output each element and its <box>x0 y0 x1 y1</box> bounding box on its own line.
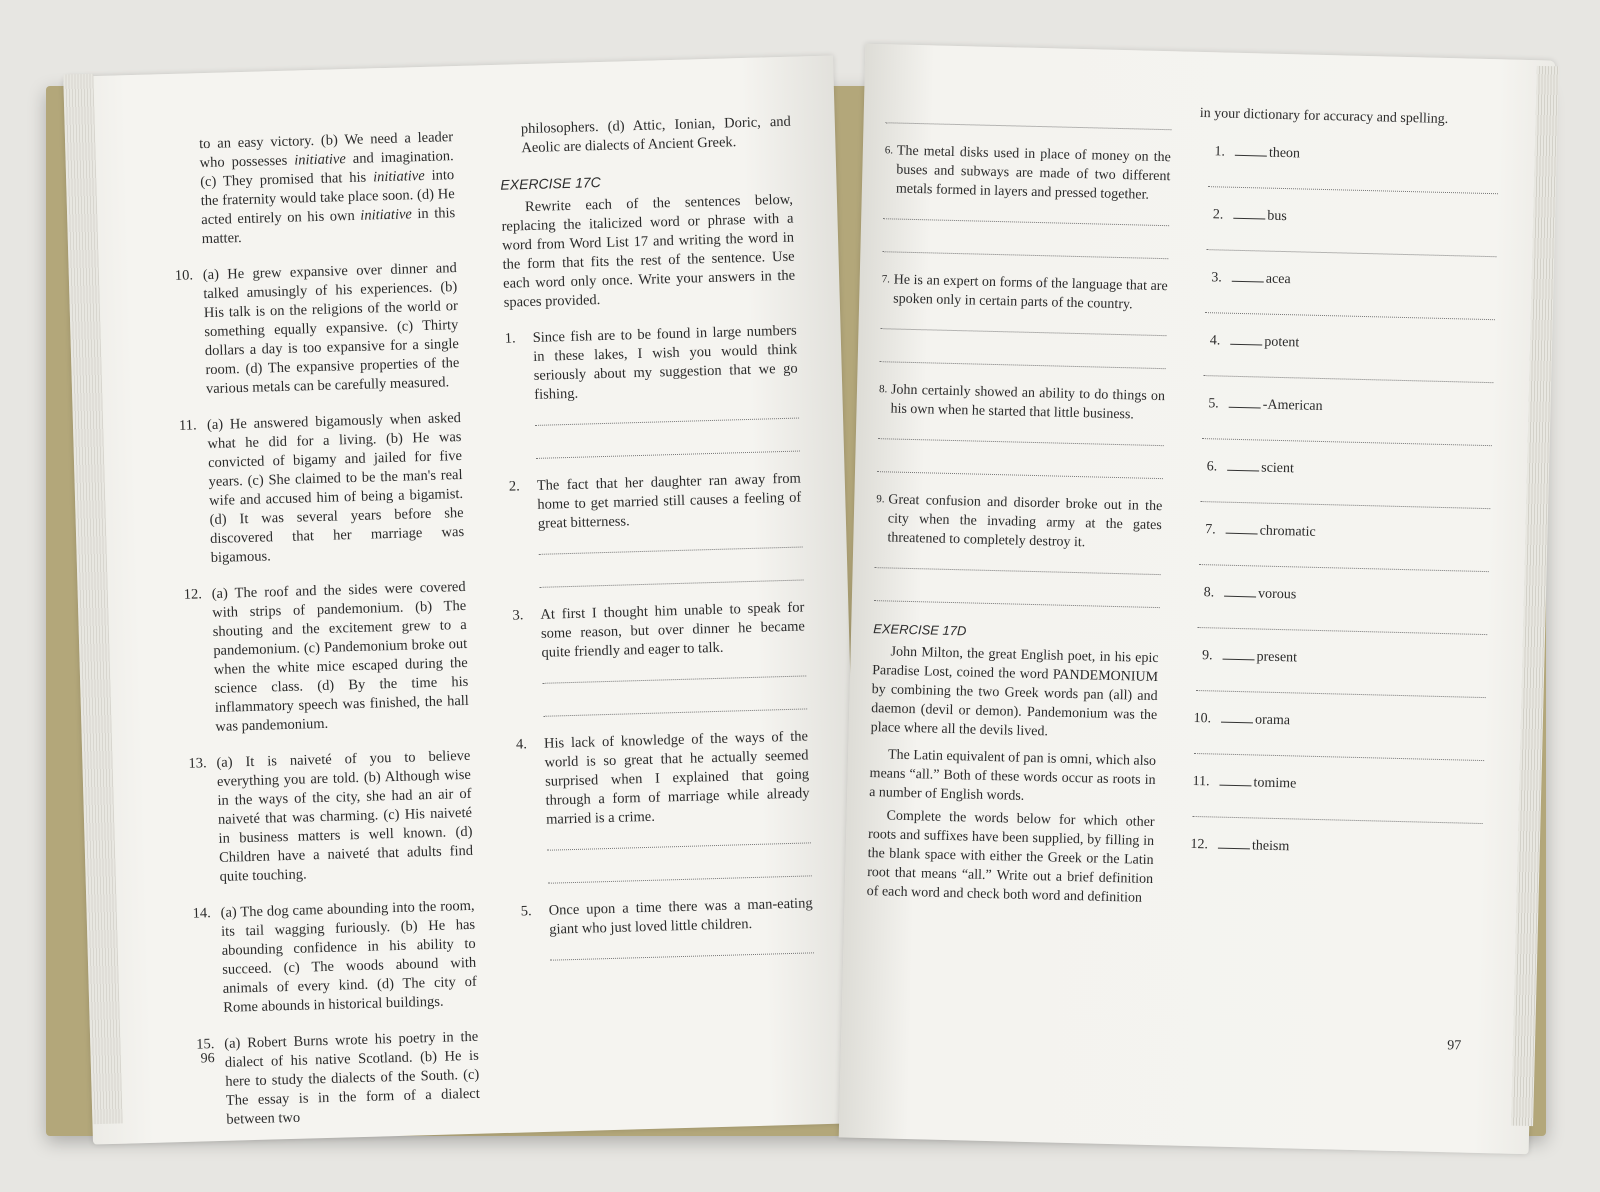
fill-blank[interactable] <box>1218 835 1250 850</box>
exercise-item-4: 4. His lack of knowledge of the ways of the world is so great that he actually seemed surprised when I explained that going through a form of marriage while already married is a crime. <box>515 728 810 828</box>
answer-line[interactable] <box>538 533 802 555</box>
word-item: 9. present <box>1185 645 1486 715</box>
item-11: 11. (a) He answered bigamously when asked what he did for a living. (b) He was convicted of bigamy and jailed for five years. (c) She claimed to be the man's real wife and accused him of being a bigamist. (d) It was several years before she discovered that her marriage was bigamous. <box>178 409 465 567</box>
fill-blank[interactable] <box>1221 709 1253 724</box>
exercise-17c-title: EXERCISE 17C <box>500 173 601 193</box>
continued-paragraph: philosophers. (d) Attic, Ionian, Doric, and Aeolic are dialects of Ancient Greek. <box>520 113 791 157</box>
answer-line[interactable] <box>535 404 799 426</box>
exercise-item-2: 2. The fact that her daughter ran away from home to get married still causes a feeling of great bitterness. <box>508 470 802 532</box>
word-item: 10. orama <box>1184 708 1485 778</box>
exercise-item-1: 1. Since fish are to be found in large numbers in these lakes, I wish you would think seriously about my suggestion that we go fishing. <box>504 322 798 403</box>
answer-line[interactable] <box>543 694 807 716</box>
answer-line[interactable] <box>539 565 803 587</box>
answer-line[interactable] <box>547 828 811 850</box>
fill-blank[interactable] <box>1230 331 1262 346</box>
word-item: 1. theon <box>1198 141 1499 211</box>
exercise-17d-para-2: The Latin equivalent of pan is omni, which also means “all.” Both of these words occur as roots in a number of English words. <box>868 747 1157 804</box>
fill-blank[interactable] <box>1226 520 1258 535</box>
word-item: 8. vorous <box>1187 582 1488 652</box>
answer-line[interactable] <box>877 457 1163 479</box>
answer-line[interactable] <box>883 204 1169 226</box>
item-10: 10. (a) He grew expansive over dinner and talked amusingly of his experiences. (b) His talk is on the religions of the world or something equally expansive. (c) Thirty dollars a day is too expansive for a single room. (d) The expansive properties of the various metals can be carefully measured. <box>174 260 460 398</box>
exercise-item-9: 9. Great confusion and disorder broke out in the city when the invading army at the gates threatened to completely destroy it. <box>876 492 1163 551</box>
answer-line[interactable] <box>878 424 1164 446</box>
exercise-item-7: 7. He is an expert on forms of the language that are spoken only in certain parts of the country. <box>881 272 1168 313</box>
exercise-17d-title: EXERCISE 17D <box>872 621 967 639</box>
left-page <box>63 55 863 1144</box>
fill-blank[interactable] <box>1224 583 1256 598</box>
continued-paragraph: to an easy victory. (b) We need a leader who possesses initiative and imagination. (c) They promised that his initiative into the fraternity would take place soon. (d) He acted entirely on his own initiative in this matter. <box>198 129 456 248</box>
exercise-item-3: 3. At first I thought him unable to speak for some reason, but over dinner he became quite friendly and eager to talk. <box>512 599 806 661</box>
answer-line[interactable] <box>880 314 1166 336</box>
fill-blank[interactable] <box>1223 646 1255 661</box>
item-13: 13. (a) It is naiveté of you to believe everything you are told. (b) Although wise in the ways of the city, she had an air of naiveté that was charming. (c) His naiveté in business matters is well known. (d) Children have a naiveté that adults find quite touching. <box>188 747 474 885</box>
word-item: 2. bus <box>1196 204 1497 274</box>
word-item: 7. chromatic <box>1188 519 1489 589</box>
word-item: 4. potent <box>1193 330 1494 400</box>
fill-blank[interactable] <box>1227 457 1259 472</box>
dictionary-instruction: in your dictionary for accuracy and spelling. <box>1199 105 1449 127</box>
page-number-left: 96 <box>200 1051 215 1067</box>
word-item: 3. acea <box>1195 267 1496 337</box>
word-item: 12. theism <box>1182 834 1482 860</box>
answer-line[interactable] <box>875 553 1161 575</box>
answer-line[interactable] <box>536 437 800 459</box>
fill-blank[interactable] <box>1235 142 1267 157</box>
answer-line[interactable] <box>886 108 1172 130</box>
exercise-item-8: 8. John certainly showed an ability to do things on his own when he started that little business. <box>878 382 1166 423</box>
word-item: 11. tomime <box>1182 771 1483 841</box>
left-col-1 <box>171 128 481 1147</box>
page-number-right: 97 <box>1446 1038 1462 1054</box>
answer-line[interactable] <box>542 661 806 683</box>
exercise-17d-para-3: Complete the words below for which other roots and suffixes have been supplied, by filling in the blank space with either the Greek or the Latin root that means “all.” Write out a brief definition of each word and check both word and definition <box>866 808 1155 906</box>
answer-line[interactable] <box>874 586 1160 608</box>
left-col-2 <box>499 113 815 980</box>
answer-line[interactable] <box>882 237 1168 259</box>
right-col-2 <box>1182 104 1500 860</box>
fill-blank[interactable] <box>1232 268 1264 283</box>
right-page <box>839 44 1556 1155</box>
item-12: 12. (a) The roof and the sides were covered with strips of pandemonium. (b) The shouting and the excitement grew to a pandemonium. (c) Pandemonium broke out when the white mice escaped during the science class. (d) By the time his inflammatory speech was finished, the hall was pandemonium. <box>183 578 470 735</box>
right-col-1 <box>866 102 1172 925</box>
fill-blank[interactable] <box>1229 394 1261 409</box>
exercise-item-5: 5. Once upon a time there was a man-eating giant who just loved little children. <box>520 895 813 938</box>
fill-blank[interactable] <box>1219 772 1251 787</box>
word-item: 5. -American <box>1191 393 1492 463</box>
answer-line[interactable] <box>550 938 814 960</box>
fill-blank[interactable] <box>1233 205 1265 220</box>
item-15: 15. (a) Robert Burns wrote his poetry in the dialect of his native Scotland. (b) He is here to study the dialects of the South. (c) The essay is in the form of a dialect between two <box>196 1028 481 1128</box>
answer-line[interactable] <box>880 347 1166 369</box>
exercise-item-6: 6. The metal disks used in place of money on the buses and subways are made of two different metals formed in layers and pressed together. <box>884 143 1171 203</box>
word-item: 6. scient <box>1190 456 1491 526</box>
word-list <box>1182 141 1499 860</box>
answer-line[interactable] <box>548 861 812 883</box>
item-14: 14. (a) The dog came abounding into the room, its tail wagging furiously. (b) He has abounding confidence in his ability to succeed. (c) The woods abound with animals of every kind. (d) The city of Rome abounds in historical buildings. <box>192 897 477 1016</box>
exercise-17c-instructions: Rewrite each of the sentences below, replacing the italicized word or phrase with a word from Word List 17 and writing the word in the form that fits the rest of the sentence. Use each word only once. Write your answers in the spaces provided. <box>501 191 796 311</box>
exercise-17d-para-1: John Milton, the great English poet, in his epic Paradise Lost, coined the word PANDEMONIUM by combining the two Greek words pan (all) and daemon (devil or demon). Pandemonium was the place where all the devils lived. <box>870 644 1159 740</box>
